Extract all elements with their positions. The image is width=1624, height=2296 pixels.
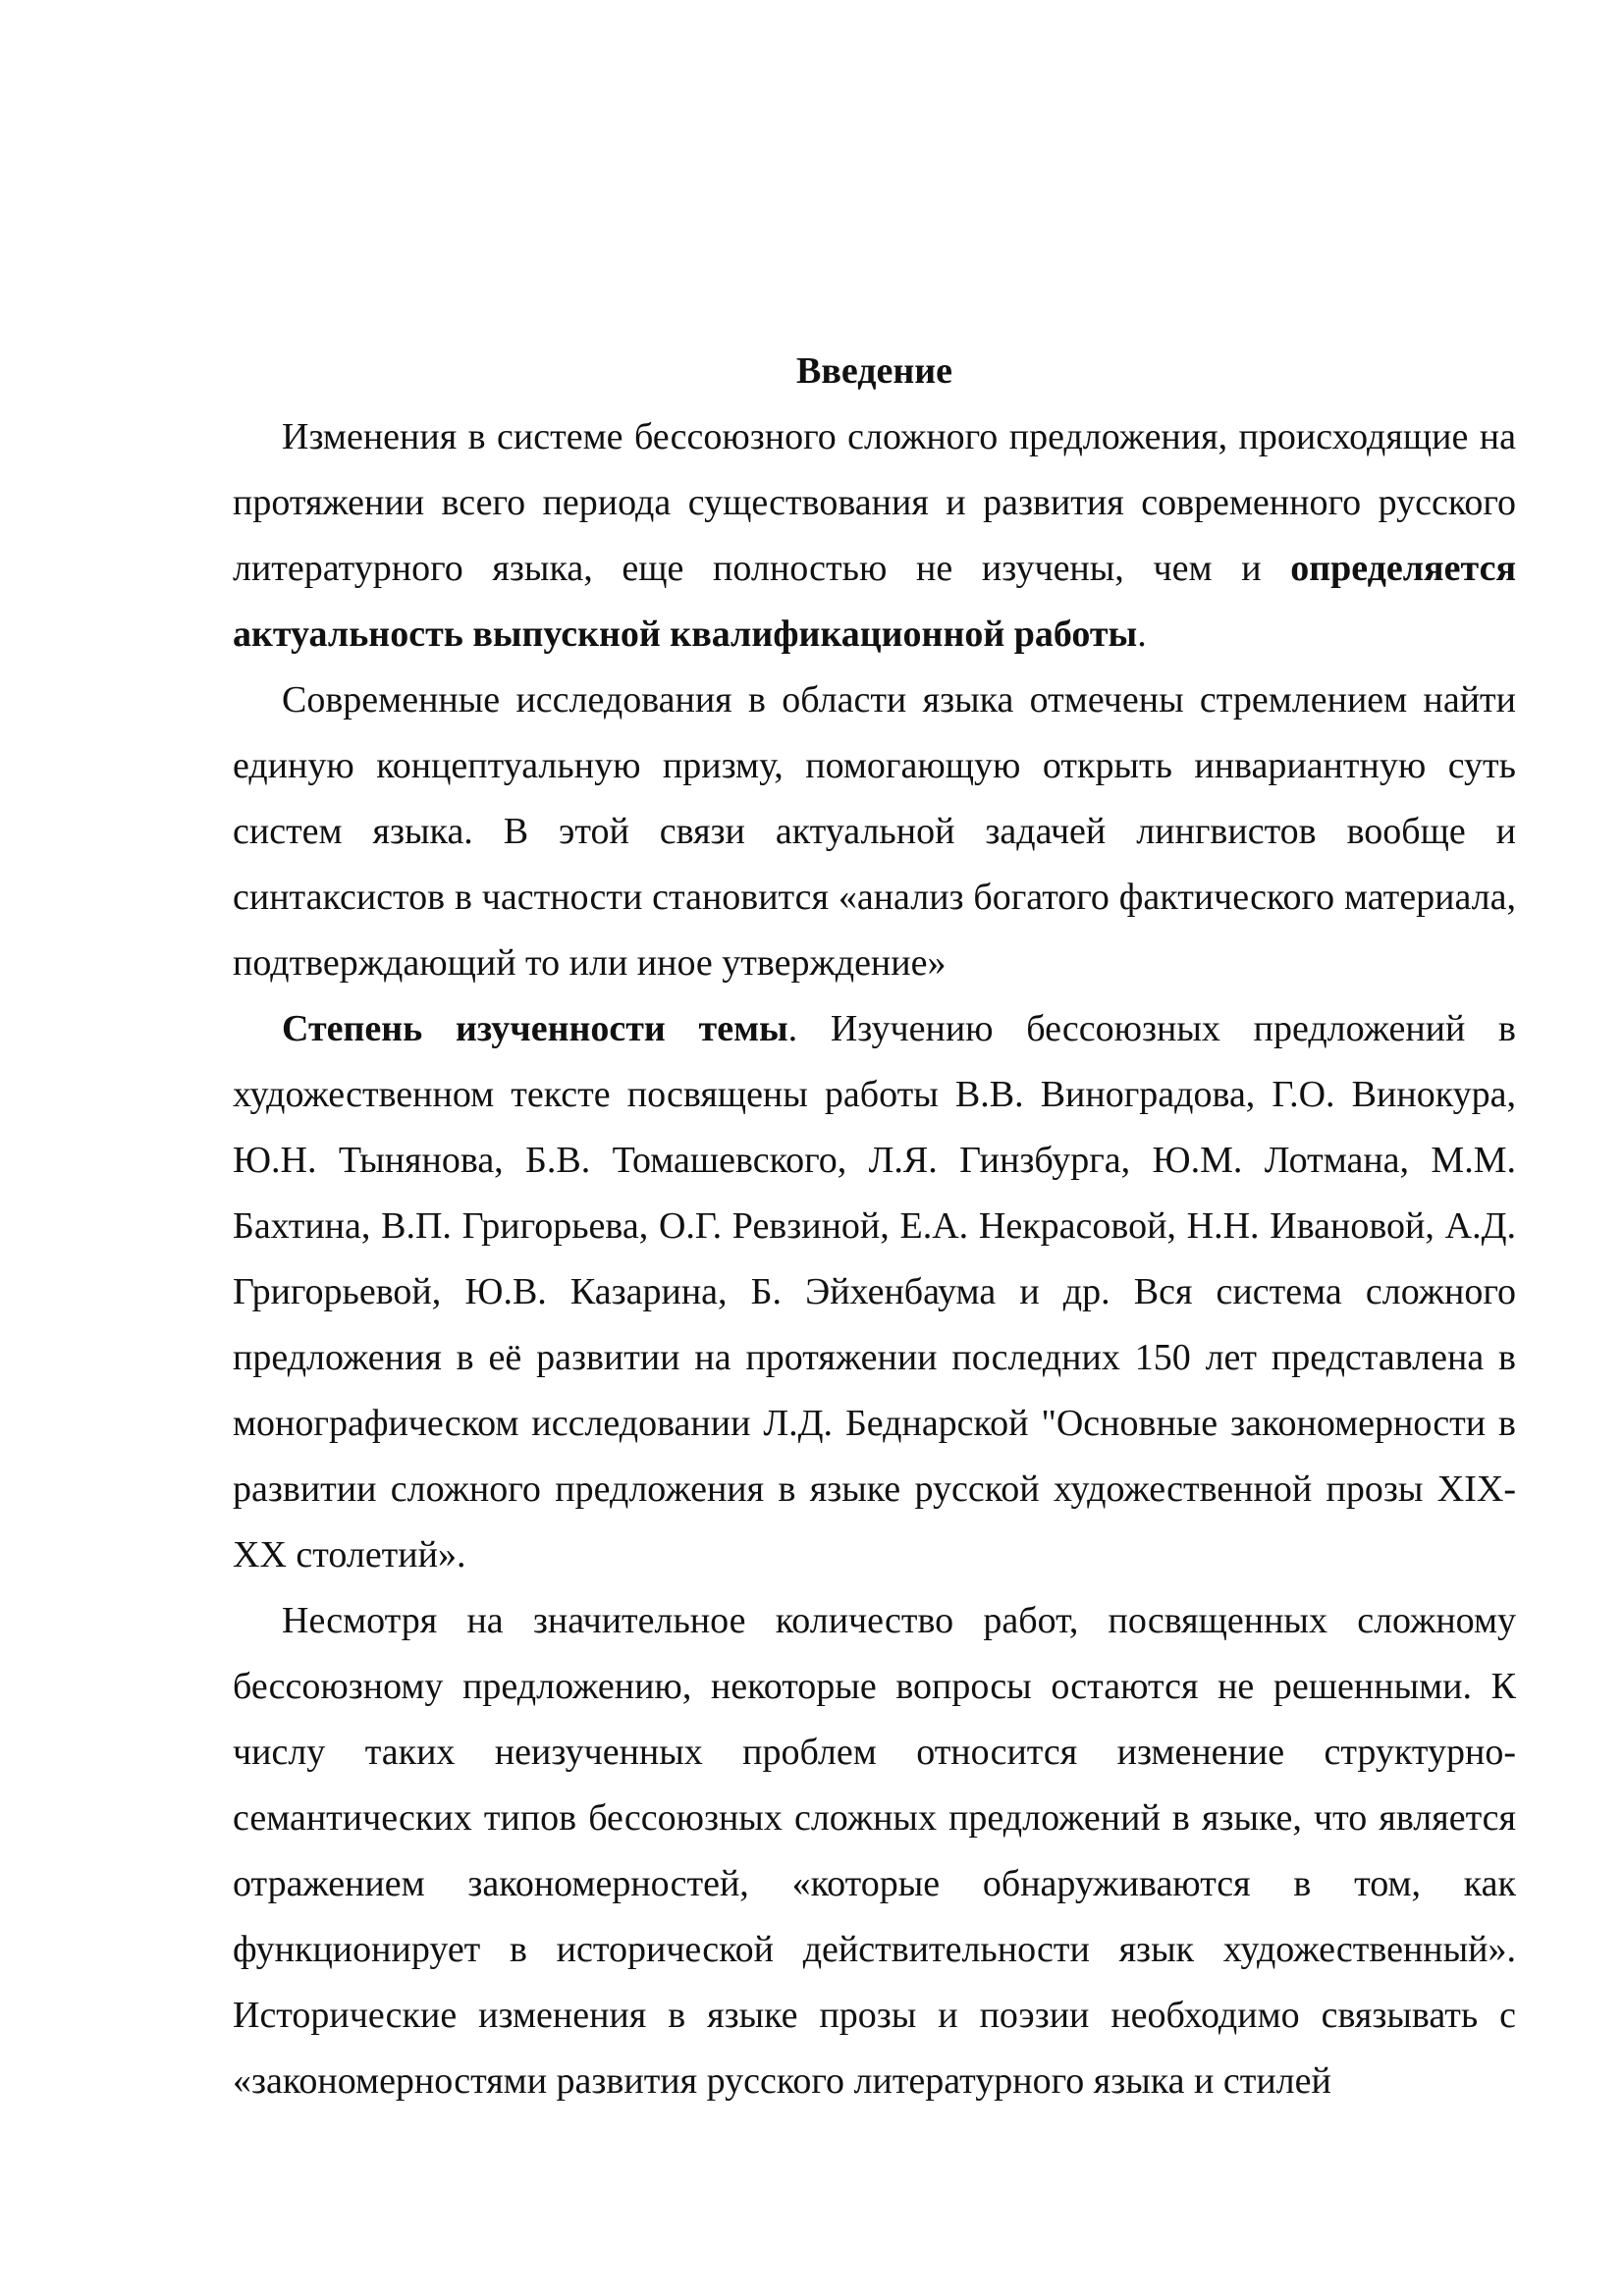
page-title: Введение	[796, 350, 952, 392]
paragraph-tail: .	[1137, 614, 1147, 655]
paragraph-text: Несмотря на значительное количество работ, посвященных сложному бессоюзному предложению, некоторые вопросы остаются не решенными. К числу таких неизученных проблем относится изменение структурно-семантических типов бессоюзных сложных предложений в языке, что является отражением закономерностей, «которые обнаруживаются в том, как функционирует в исторической действительности язык художественный». Исторические изменения в языке прозы и поэзии необходимо связывать с «закономерностями развития русского литературного языка и стилей	[233, 1600, 1516, 2102]
paragraph-unresolved-issues	[233, 1588, 1516, 2114]
bold-phrase: Степень изученности темы	[282, 1008, 788, 1049]
paragraph-degree-of-study	[233, 996, 1516, 1588]
document-body	[233, 339, 1516, 2114]
paragraph-relevance	[233, 404, 1516, 667]
paragraph-text: Изменения в системе бессоюзного сложного предложения, происходящие на протяжении всего периода существования и развития современного русского литературного языка, еще полностью не изучены, чем и	[233, 416, 1516, 589]
bold-phrase: определяется актуальность выпускной квалификационной работы	[233, 548, 1516, 655]
paragraph-text: . Изучению бессоюзных предложений в художественном тексте посвящены работы В.В. Виноградова, Г.О. Винокура, Ю.Н. Тынянова, Б.В. Томашевского, Л.Я. Гинзбурга, Ю.М. Лотмана, М.М. Бахтина, В.П. Григорьева, О.Г. Ревзиной, Е.А. Некрасовой, Н.Н. Ивановой, А.Д. Григорьевой, Ю.В. Казарина, Б. Эйхенбаума и др. Вся система сложного предложения в её развитии на протяжении последних 150 лет представлена в монографическом исследовании Л.Д. Беднарской "Основные закономерности в развитии сложного предложения в языке русской художественной прозы XIX-XX столетий».	[233, 1008, 1516, 1575]
paragraph-modern-research	[233, 667, 1516, 996]
paragraph-text: Современные исследования в области языка отмечены стремлением найти единую концептуальную призму, помогающую открыть инвариантную суть систем языка. В этой связи актуальной задачей лингвистов вообще и синтаксистов в частности становится «анализ богатого фактического материала, подтверждающий то или иное утверждение»	[233, 679, 1516, 984]
